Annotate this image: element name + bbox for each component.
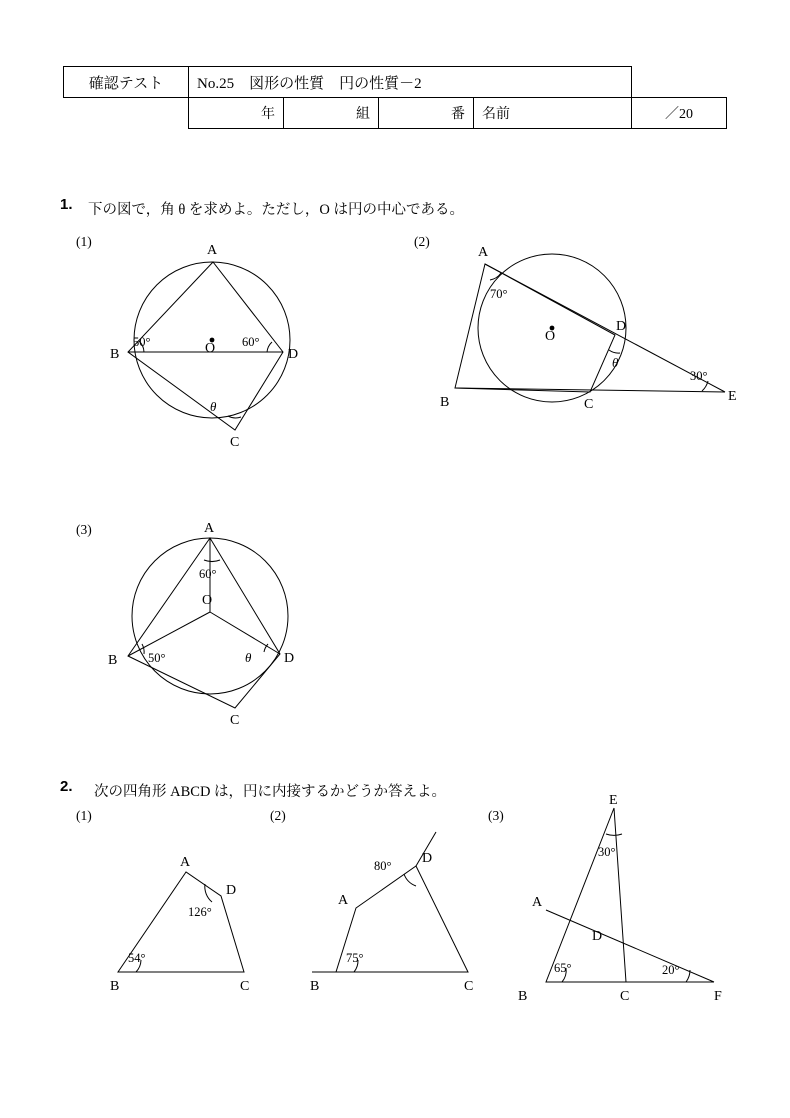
q2f2-angle-D: 80° bbox=[374, 859, 392, 873]
q2-item-3-label: (3) bbox=[488, 808, 504, 823]
q1f1-label-A: A bbox=[207, 243, 218, 258]
header-table bbox=[63, 66, 727, 129]
q1f3-label-O: O bbox=[202, 593, 213, 608]
q2f2-label-B: B bbox=[310, 979, 320, 994]
q1f3-label-D: D bbox=[284, 651, 295, 666]
q2f2-label-A: A bbox=[338, 893, 349, 908]
test-title-cell: 確認テスト bbox=[64, 67, 189, 98]
q2-figure-3 bbox=[510, 793, 730, 1008]
q2f3-label-E: E bbox=[609, 793, 618, 808]
q1-item-3-label: (3) bbox=[76, 522, 92, 537]
q1f3-label-B: B bbox=[108, 653, 118, 668]
q2-figure-2 bbox=[300, 820, 490, 1006]
q1f3-label-C: C bbox=[230, 713, 240, 728]
q1f2-label-O: O bbox=[545, 329, 556, 344]
q2f1-angle-B: 54° bbox=[128, 951, 146, 965]
q1-item-1-label: (1) bbox=[76, 234, 92, 249]
q2f3-label-A: A bbox=[532, 895, 543, 910]
q2f3-angle-B: 65° bbox=[554, 961, 572, 975]
spacer-cell bbox=[64, 98, 189, 129]
number-field: 番 bbox=[379, 98, 474, 129]
question-2-text: 次の四角形 ABCD は，円に内接するかどうか答えよ。 bbox=[94, 784, 447, 800]
q2-item-2-label: (2) bbox=[270, 808, 286, 823]
q1-item-2-label: (2) bbox=[414, 234, 430, 249]
q2-figure-1 bbox=[96, 846, 276, 1006]
q1f2-angle-E: 30° bbox=[690, 369, 708, 383]
q2f3-label-C: C bbox=[620, 989, 630, 1004]
q1f1-angle-B: 50° bbox=[133, 335, 151, 349]
q1f3-angle-theta: θ bbox=[245, 650, 252, 665]
q1f3-angle-B: 50° bbox=[148, 651, 166, 665]
name-field: 名前 bbox=[474, 98, 632, 129]
q1f1-label-C: C bbox=[230, 435, 240, 450]
q2f3-angle-F: 20° bbox=[662, 963, 680, 977]
year-field: 年 bbox=[189, 98, 284, 129]
q1f3-angle-A: 60° bbox=[199, 567, 217, 581]
q1f2-angle-A: 70° bbox=[490, 287, 508, 301]
q2-item-1-label: (1) bbox=[76, 808, 92, 823]
question-1-text: 下の図で，角 θ を求めよ。ただし，O は円の中心である。 bbox=[88, 202, 464, 218]
q2f2-label-C: C bbox=[464, 979, 474, 994]
q1f1-angle-D: 60° bbox=[242, 335, 260, 349]
q2f1-label-C: C bbox=[240, 979, 250, 994]
q2f2-angle-B: 75° bbox=[346, 951, 364, 965]
subject-cell: No.25 図形の性質 円の性質－2 bbox=[189, 67, 632, 98]
question-1-number: 1. bbox=[60, 196, 73, 213]
q2f3-angle-E: 30° bbox=[598, 845, 616, 859]
question-2-number: 2. bbox=[60, 778, 73, 795]
class-field: 組 bbox=[284, 98, 379, 129]
q2f3-label-B: B bbox=[518, 989, 528, 1004]
header-row-title bbox=[64, 67, 727, 98]
q1-figure-2 bbox=[440, 240, 740, 430]
q1f3-label-A: A bbox=[204, 521, 215, 536]
q2f1-label-B: B bbox=[110, 979, 120, 994]
q1f1-label-B: B bbox=[110, 347, 120, 362]
q2f1-angle-D: 126° bbox=[188, 905, 212, 919]
q2f1-label-D: D bbox=[226, 883, 237, 898]
q2f2-label-D: D bbox=[422, 851, 433, 866]
q1f2-label-D: D bbox=[616, 319, 627, 334]
score-field: ／20 bbox=[632, 98, 727, 129]
q1-figure-1 bbox=[100, 240, 330, 450]
q1f1-label-D: D bbox=[288, 347, 299, 362]
header-row-fields bbox=[64, 98, 727, 129]
q2f3-label-F: F bbox=[714, 989, 722, 1004]
q1-figure-3 bbox=[100, 521, 330, 728]
q1f2-label-E: E bbox=[728, 389, 737, 404]
q1f2-label-A: A bbox=[478, 245, 489, 260]
q1f2-angle-theta: θ bbox=[612, 355, 619, 370]
q2f3-label-D: D bbox=[592, 929, 603, 944]
q1f2-label-B: B bbox=[440, 395, 450, 410]
q2f1-label-A: A bbox=[180, 855, 191, 870]
q1f2-label-C: C bbox=[584, 397, 594, 412]
q1f1-label-O: O bbox=[205, 341, 216, 356]
q1f1-angle-theta: θ bbox=[210, 399, 217, 414]
